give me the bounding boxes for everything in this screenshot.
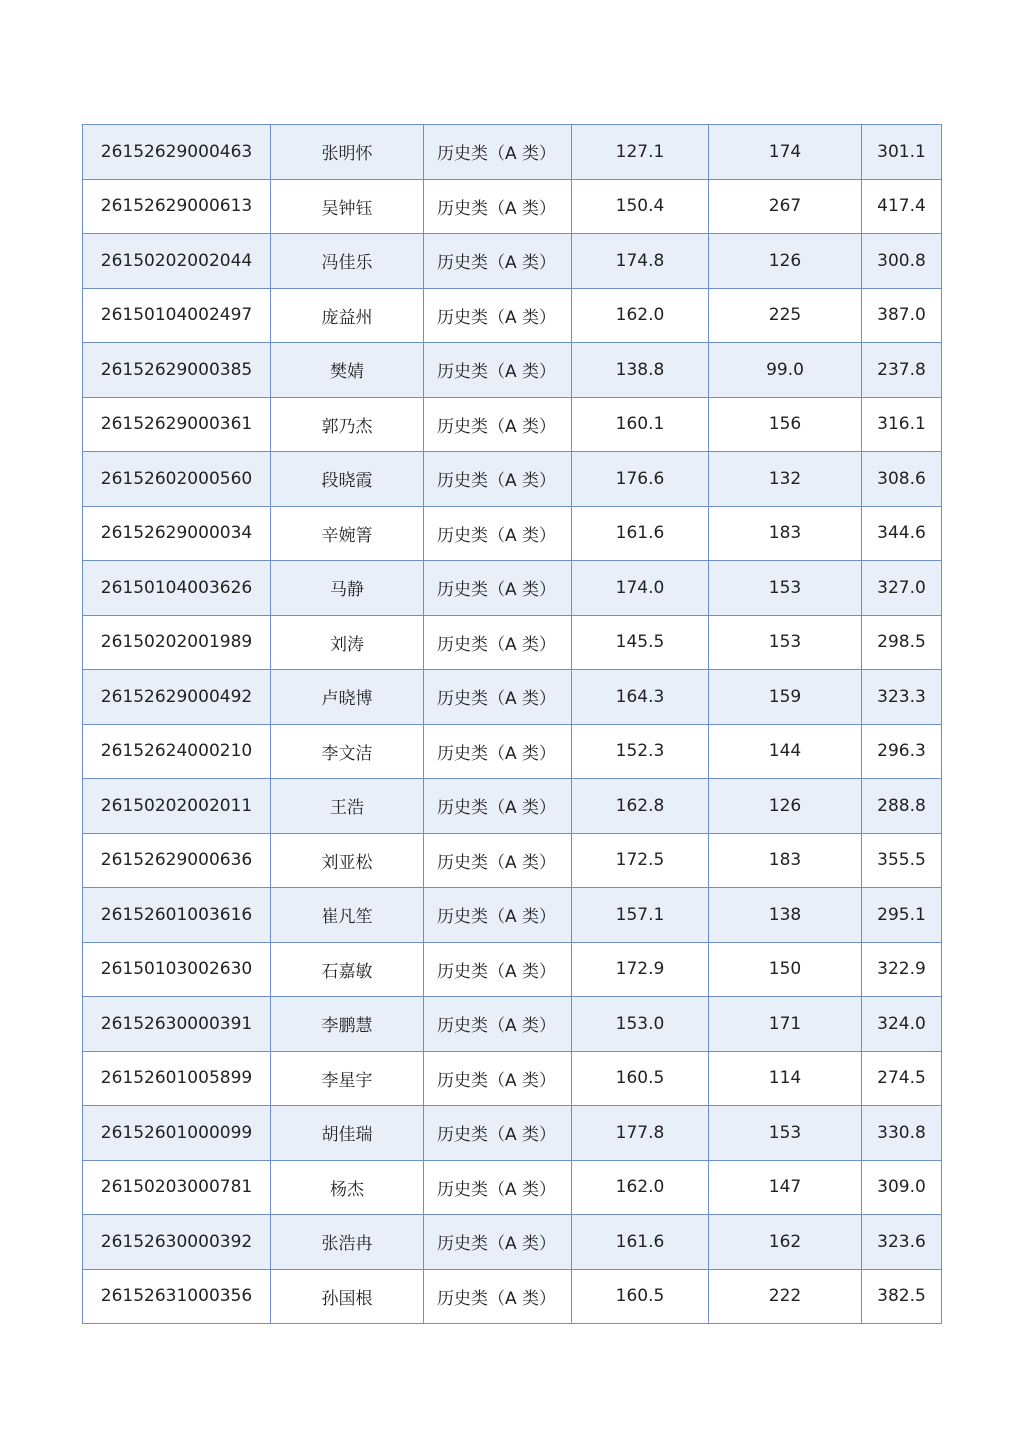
score2-cell: 153 — [709, 561, 862, 616]
candidate-name-cell: 辛婉箐 — [271, 506, 424, 561]
candidate-name-cell: 石嘉敏 — [271, 942, 424, 997]
score2-cell: 183 — [709, 506, 862, 561]
total-score-cell: 323.6 — [862, 1215, 942, 1270]
score2-cell: 147 — [709, 1160, 862, 1215]
total-score-cell: 301.1 — [862, 125, 942, 180]
table-row — [83, 561, 942, 616]
score1-cell: 161.6 — [572, 1215, 709, 1270]
table-row — [83, 506, 942, 561]
score1-cell: 162.0 — [572, 288, 709, 343]
score2-cell: 150 — [709, 942, 862, 997]
score1-cell: 162.8 — [572, 779, 709, 834]
score1-cell: 138.8 — [572, 343, 709, 398]
candidate-name-cell: 张明怀 — [271, 125, 424, 180]
category-cell: 历史类（A 类） — [424, 833, 572, 888]
candidate-id-cell: 26152629000492 — [83, 670, 271, 725]
candidate-name-cell: 段晓霞 — [271, 452, 424, 507]
candidate-name-cell: 李文洁 — [271, 724, 424, 779]
category-cell: 历史类（A 类） — [424, 1106, 572, 1161]
candidate-id-cell: 26150202002011 — [83, 779, 271, 834]
total-score-cell: 288.8 — [862, 779, 942, 834]
score2-cell: 183 — [709, 833, 862, 888]
score1-cell: 152.3 — [572, 724, 709, 779]
table-row — [83, 288, 942, 343]
candidate-id-cell: 26150202001989 — [83, 615, 271, 670]
score1-cell: 145.5 — [572, 615, 709, 670]
category-cell: 历史类（A 类） — [424, 452, 572, 507]
score1-cell: 160.5 — [572, 1269, 709, 1324]
total-score-cell: 387.0 — [862, 288, 942, 343]
candidate-name-cell: 李星宇 — [271, 1051, 424, 1106]
category-cell: 历史类（A 类） — [424, 288, 572, 343]
score1-cell: 160.5 — [572, 1051, 709, 1106]
score2-cell: 162 — [709, 1215, 862, 1270]
score1-cell: 161.6 — [572, 506, 709, 561]
total-score-cell: 298.5 — [862, 615, 942, 670]
candidate-name-cell: 李鹏慧 — [271, 997, 424, 1052]
candidate-id-cell: 26152630000391 — [83, 997, 271, 1052]
candidate-name-cell: 胡佳瑞 — [271, 1106, 424, 1161]
table-row — [83, 1106, 942, 1161]
score2-cell: 144 — [709, 724, 862, 779]
category-cell: 历史类（A 类） — [424, 888, 572, 943]
table-row — [83, 1215, 942, 1270]
candidate-id-cell: 26152629000613 — [83, 179, 271, 234]
total-score-cell: 355.5 — [862, 833, 942, 888]
category-cell: 历史类（A 类） — [424, 997, 572, 1052]
table-row — [83, 724, 942, 779]
score2-cell: 138 — [709, 888, 862, 943]
score1-cell: 153.0 — [572, 997, 709, 1052]
category-cell: 历史类（A 类） — [424, 1160, 572, 1215]
score2-cell: 156 — [709, 397, 862, 452]
score2-cell: 153 — [709, 1106, 862, 1161]
candidate-name-cell: 张浩冉 — [271, 1215, 424, 1270]
score1-cell: 127.1 — [572, 125, 709, 180]
category-cell: 历史类（A 类） — [424, 561, 572, 616]
table-row — [83, 343, 942, 398]
table-row — [83, 997, 942, 1052]
score2-cell: 126 — [709, 234, 862, 289]
score2-cell: 153 — [709, 615, 862, 670]
score1-cell: 176.6 — [572, 452, 709, 507]
category-cell: 历史类（A 类） — [424, 343, 572, 398]
score2-cell: 267 — [709, 179, 862, 234]
category-cell: 历史类（A 类） — [424, 1215, 572, 1270]
score2-cell: 126 — [709, 779, 862, 834]
table-row — [83, 452, 942, 507]
table-row — [83, 125, 942, 180]
table-row — [83, 615, 942, 670]
score1-cell: 162.0 — [572, 1160, 709, 1215]
score2-cell: 171 — [709, 997, 862, 1052]
table-row — [83, 833, 942, 888]
total-score-cell: 344.6 — [862, 506, 942, 561]
candidate-id-cell: 26152601005899 — [83, 1051, 271, 1106]
score1-cell: 174.8 — [572, 234, 709, 289]
score1-cell: 172.9 — [572, 942, 709, 997]
candidate-name-cell: 崔凡笙 — [271, 888, 424, 943]
candidate-id-cell: 26152629000463 — [83, 125, 271, 180]
candidate-id-cell: 26152601000099 — [83, 1106, 271, 1161]
table-row — [83, 1051, 942, 1106]
table-row — [83, 670, 942, 725]
table-row — [83, 779, 942, 834]
candidate-name-cell: 郭乃杰 — [271, 397, 424, 452]
score1-cell: 157.1 — [572, 888, 709, 943]
candidate-name-cell: 刘涛 — [271, 615, 424, 670]
score1-cell: 160.1 — [572, 397, 709, 452]
total-score-cell: 237.8 — [862, 343, 942, 398]
total-score-cell: 295.1 — [862, 888, 942, 943]
score2-cell: 132 — [709, 452, 862, 507]
category-cell: 历史类（A 类） — [424, 125, 572, 180]
candidate-name-cell: 王浩 — [271, 779, 424, 834]
candidate-id-cell: 26152601003616 — [83, 888, 271, 943]
score2-cell: 225 — [709, 288, 862, 343]
candidate-id-cell: 26152602000560 — [83, 452, 271, 507]
score1-cell: 164.3 — [572, 670, 709, 725]
candidate-id-cell: 26152624000210 — [83, 724, 271, 779]
candidate-id-cell: 26150202002044 — [83, 234, 271, 289]
category-cell: 历史类（A 类） — [424, 942, 572, 997]
candidate-name-cell: 马静 — [271, 561, 424, 616]
score2-cell: 159 — [709, 670, 862, 725]
category-cell: 历史类（A 类） — [424, 506, 572, 561]
candidate-name-cell: 孙国根 — [271, 1269, 424, 1324]
score-table — [82, 124, 942, 1324]
candidate-id-cell: 26152629000636 — [83, 833, 271, 888]
candidate-id-cell: 26152629000385 — [83, 343, 271, 398]
candidate-name-cell: 刘亚松 — [271, 833, 424, 888]
total-score-cell: 309.0 — [862, 1160, 942, 1215]
candidate-id-cell: 26150103002630 — [83, 942, 271, 997]
candidate-name-cell: 冯佳乐 — [271, 234, 424, 289]
candidate-name-cell: 卢晓博 — [271, 670, 424, 725]
total-score-cell: 330.8 — [862, 1106, 942, 1161]
candidate-name-cell: 杨杰 — [271, 1160, 424, 1215]
category-cell: 历史类（A 类） — [424, 397, 572, 452]
table-row — [83, 1269, 942, 1324]
total-score-cell: 322.9 — [862, 942, 942, 997]
category-cell: 历史类（A 类） — [424, 1269, 572, 1324]
total-score-cell: 327.0 — [862, 561, 942, 616]
table-row — [83, 234, 942, 289]
total-score-cell: 382.5 — [862, 1269, 942, 1324]
candidate-id-cell: 26152629000361 — [83, 397, 271, 452]
score2-cell: 222 — [709, 1269, 862, 1324]
category-cell: 历史类（A 类） — [424, 615, 572, 670]
category-cell: 历史类（A 类） — [424, 234, 572, 289]
total-score-cell: 323.3 — [862, 670, 942, 725]
candidate-id-cell: 26152630000392 — [83, 1215, 271, 1270]
category-cell: 历史类（A 类） — [424, 1051, 572, 1106]
score1-cell: 150.4 — [572, 179, 709, 234]
candidate-id-cell: 26150104002497 — [83, 288, 271, 343]
score2-cell: 99.0 — [709, 343, 862, 398]
candidate-id-cell: 26150203000781 — [83, 1160, 271, 1215]
score1-cell: 172.5 — [572, 833, 709, 888]
table-row — [83, 1160, 942, 1215]
candidate-name-cell: 庞益州 — [271, 288, 424, 343]
total-score-cell: 316.1 — [862, 397, 942, 452]
score1-cell: 177.8 — [572, 1106, 709, 1161]
candidate-id-cell: 26152629000034 — [83, 506, 271, 561]
candidate-name-cell: 樊婧 — [271, 343, 424, 398]
category-cell: 历史类（A 类） — [424, 779, 572, 834]
category-cell: 历史类（A 类） — [424, 179, 572, 234]
total-score-cell: 274.5 — [862, 1051, 942, 1106]
candidate-id-cell: 26152631000356 — [83, 1269, 271, 1324]
candidate-id-cell: 26150104003626 — [83, 561, 271, 616]
total-score-cell: 324.0 — [862, 997, 942, 1052]
table-row — [83, 942, 942, 997]
table-row — [83, 888, 942, 943]
score2-cell: 174 — [709, 125, 862, 180]
category-cell: 历史类（A 类） — [424, 724, 572, 779]
total-score-cell: 296.3 — [862, 724, 942, 779]
score1-cell: 174.0 — [572, 561, 709, 616]
score2-cell: 114 — [709, 1051, 862, 1106]
table-row — [83, 397, 942, 452]
total-score-cell: 300.8 — [862, 234, 942, 289]
candidate-name-cell: 吴钟钰 — [271, 179, 424, 234]
total-score-cell: 417.4 — [862, 179, 942, 234]
score-table-body — [83, 125, 942, 1324]
category-cell: 历史类（A 类） — [424, 670, 572, 725]
total-score-cell: 308.6 — [862, 452, 942, 507]
table-row — [83, 179, 942, 234]
